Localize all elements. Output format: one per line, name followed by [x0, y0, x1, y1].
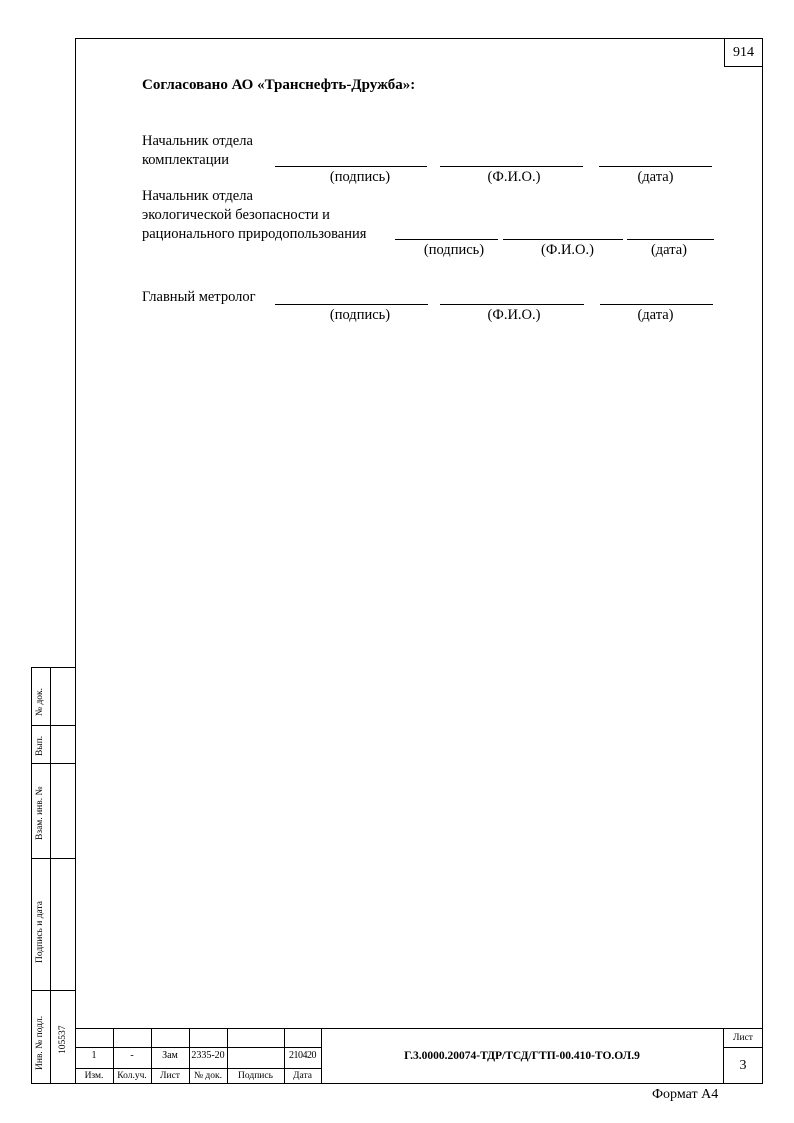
approval-heading: Согласовано АО «Транснефть-Дружба»: — [142, 77, 416, 93]
header-sign: Подпись — [238, 1071, 273, 1081]
header-list: Лист — [160, 1071, 180, 1081]
name-line[interactable] — [503, 239, 623, 240]
role-line: рационального природопользования — [142, 226, 367, 242]
side-doc-no-label: № док. — [35, 687, 45, 716]
sheet-label: Лист — [733, 1033, 753, 1043]
change-number: 1 — [91, 1050, 97, 1061]
role-line: комплектации — [142, 152, 229, 168]
change-type: Зам — [162, 1050, 178, 1061]
signature-caption: (подпись) — [423, 242, 485, 258]
side-inv-value: 105537 — [58, 1025, 68, 1054]
side-issued-label: Вып. — [35, 735, 45, 756]
sheet-number: 3 — [739, 1058, 747, 1073]
name-caption: (Ф.И.О.) — [487, 169, 541, 185]
approval-3-role — [142, 288, 256, 307]
role-line: Главный метролог — [142, 289, 256, 305]
sections-count: - — [130, 1050, 134, 1061]
signature-line[interactable] — [275, 304, 428, 305]
side-sign-date-label: Подпись и дата — [35, 900, 45, 963]
role-line: Начальник отдела — [142, 188, 253, 204]
name-line[interactable] — [440, 304, 584, 305]
date-caption: (дата) — [650, 242, 688, 258]
header-kol: Кол.уч. — [117, 1071, 147, 1081]
role-line: Начальник отдела — [142, 133, 253, 149]
date-line[interactable] — [627, 239, 714, 240]
date-line[interactable] — [600, 304, 713, 305]
name-line[interactable] — [440, 166, 583, 167]
date-line[interactable] — [599, 166, 712, 167]
format-label: Формат А4 — [652, 1087, 719, 1102]
approval-1-role — [142, 132, 253, 170]
doc-number: 2335-20 — [191, 1050, 225, 1061]
signature-caption: (подпись) — [329, 169, 391, 185]
signature-line[interactable] — [395, 239, 498, 240]
signature-caption: (подпись) — [329, 307, 391, 323]
header-doc: № док. — [193, 1071, 222, 1081]
change-date: 210420 — [289, 1050, 316, 1061]
side-stamp — [31, 667, 76, 1084]
name-caption: (Ф.И.О.) — [487, 307, 541, 323]
side-replaced-inv-label: Взам. инв. № — [35, 786, 45, 840]
title-block — [75, 1028, 763, 1084]
role-line: экологической безопасности и — [142, 207, 330, 223]
document-code: Г.3.0000.20074-ТДР/ТСД/ГТП-00.410-ТО.ОЛ.9 — [404, 1050, 640, 1062]
approval-2-role — [142, 187, 366, 244]
page-number: 914 — [724, 38, 763, 67]
name-caption: (Ф.И.О.) — [541, 242, 594, 258]
date-caption: (дата) — [637, 169, 674, 185]
date-caption: (дата) — [637, 307, 674, 323]
signature-line[interactable] — [275, 166, 427, 167]
side-inv-orig-label: Инв. № подл. — [35, 1015, 45, 1070]
header-izm: Изм. — [84, 1071, 104, 1081]
header-date: Дата — [293, 1071, 312, 1081]
